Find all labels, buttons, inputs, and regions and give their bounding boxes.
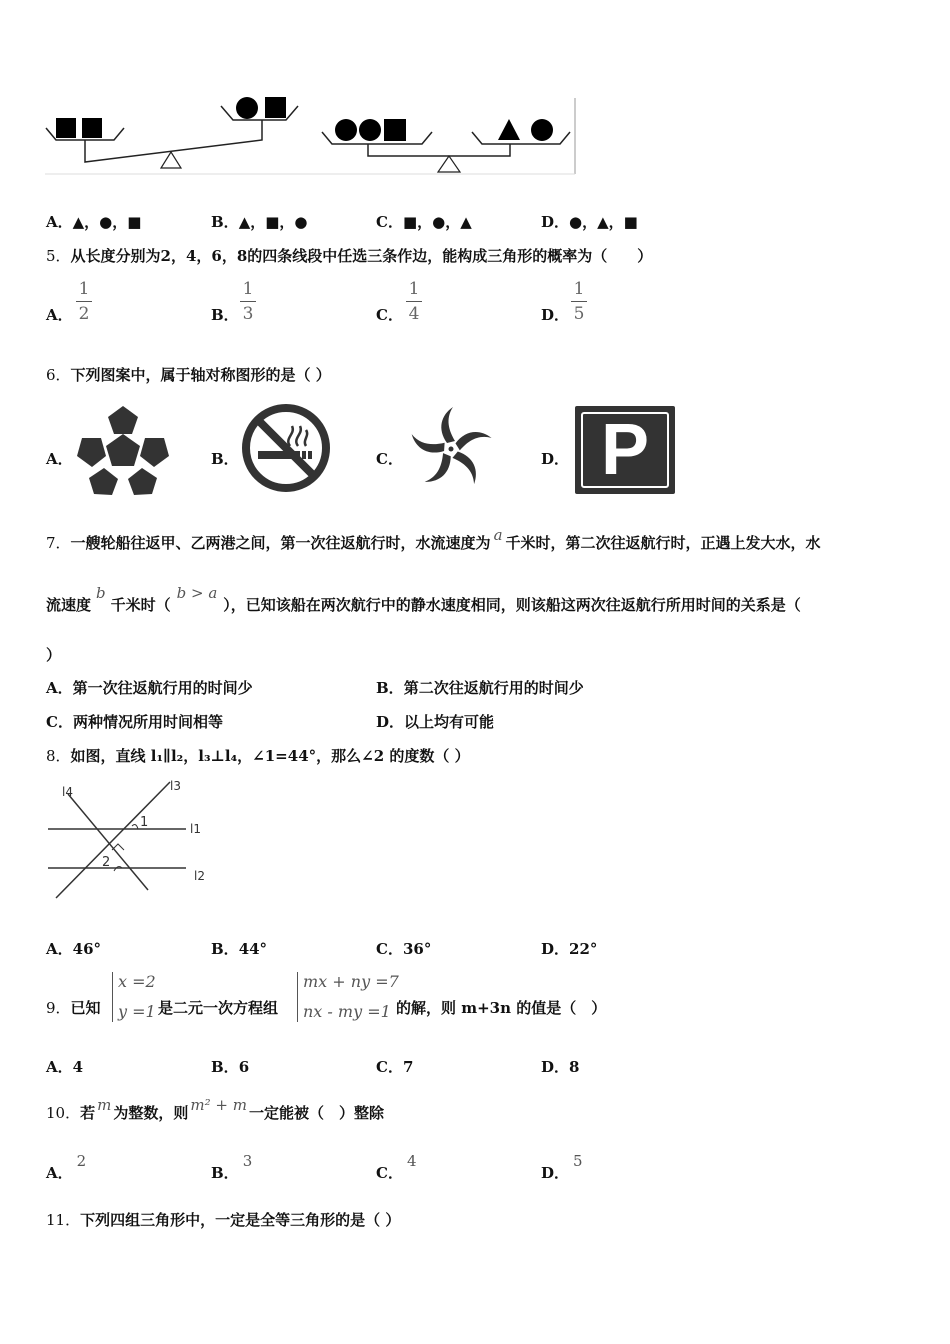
option-text: ▲，■，● [238, 213, 308, 231]
label-l3: l3 [170, 779, 181, 793]
option-a[interactable] [46, 448, 73, 469]
question-number: 7． [46, 534, 71, 552]
option-text: ●，▲，■ [569, 213, 638, 231]
question-text: 是二元一次方程组 [158, 999, 279, 1017]
option-b[interactable] [211, 1152, 253, 1183]
option-b[interactable] [211, 304, 239, 325]
question-text: 若 [80, 1104, 96, 1122]
option-letter: A． [46, 679, 73, 697]
option-letter: B． [211, 1164, 239, 1182]
question-text: ） [46, 646, 62, 664]
option-letter: B． [211, 450, 239, 468]
pinwheel-icon [406, 404, 496, 494]
solution-y: y =1 [118, 1002, 156, 1021]
question-8 [46, 745, 470, 766]
option-c[interactable] [376, 1056, 413, 1077]
option-a[interactable] [46, 1152, 87, 1183]
denominator: 2 [78, 304, 90, 324]
system-brace [297, 972, 298, 1022]
no-smoking-icon [240, 402, 332, 494]
system-brace [112, 972, 113, 1022]
option-c[interactable] [376, 1152, 417, 1183]
question-7-line-2 [46, 584, 801, 615]
question-text: 已知 [70, 999, 101, 1017]
option-text: 3 [242, 1152, 253, 1170]
option-text: 36° [402, 940, 432, 958]
circle-icon [236, 97, 258, 119]
question-text: 从长度分别为2，4，6，8的四条线段中任选三条作边，能构成三角形的概率为（ ） [70, 247, 653, 265]
equation-1: mx + ny =7 [303, 972, 399, 991]
variable-m: m [97, 1096, 112, 1114]
option-d[interactable] [541, 448, 569, 469]
question-5 [46, 245, 652, 266]
option-letter: C． [376, 450, 403, 468]
question-number: 11． [46, 1211, 81, 1229]
question-9-prefix [46, 997, 101, 1018]
question-number: 5． [46, 247, 71, 265]
denominator: 3 [242, 304, 254, 324]
option-c[interactable] [376, 448, 403, 469]
circle-icon [531, 119, 553, 141]
option-a[interactable] [46, 938, 101, 959]
option-text: 7 [402, 1058, 414, 1076]
option-letter: D． [541, 1058, 570, 1076]
option-text: 46° [72, 940, 102, 958]
label-l2: l2 [194, 869, 205, 883]
question-10 [46, 1096, 384, 1123]
expression: m² + m [190, 1096, 247, 1114]
option-letter: D． [541, 213, 570, 231]
variable-a: a [493, 526, 503, 544]
question-6 [46, 364, 331, 385]
option-c[interactable] [376, 938, 431, 959]
option-text: 22° [569, 940, 598, 958]
fraction [406, 280, 422, 323]
option-letter: A． [46, 1058, 73, 1076]
question-9-suffix [396, 997, 606, 1018]
option-d[interactable] [376, 711, 494, 732]
question-text: 千米时，第二次往返航行时，正遇上发大水，水 [505, 534, 821, 552]
scale-one [46, 97, 298, 168]
fraction [76, 280, 92, 323]
option-letter: C． [376, 1058, 403, 1076]
option-c[interactable] [376, 304, 403, 325]
option-b[interactable] [211, 938, 267, 959]
pentagon-flower-icon [74, 404, 172, 496]
option-text: 第一次往返航行用的时间少 [72, 679, 253, 697]
question-number: 8． [46, 747, 71, 765]
solution-x: x =2 [118, 972, 156, 991]
option-d[interactable] [541, 938, 597, 959]
scale-two [322, 119, 570, 172]
question-11 [46, 1209, 400, 1230]
option-letter: B． [211, 940, 239, 958]
label-l4: l4 [62, 785, 73, 799]
numerator: 1 [573, 279, 585, 299]
question-number: 6． [46, 366, 71, 384]
option-letter: D． [541, 450, 570, 468]
option-letter: C． [376, 1164, 403, 1182]
condition-expression: b > a [176, 584, 218, 602]
option-letter: D． [541, 306, 570, 324]
option-text: ▲，●，■ [72, 213, 142, 231]
parking-letter: P [600, 410, 650, 490]
question-text: 为整数，则 [113, 1104, 189, 1122]
option-text: 4 [406, 1152, 417, 1170]
denominator: 5 [573, 304, 585, 324]
option-a[interactable] [46, 1056, 83, 1077]
option-letter: C． [376, 306, 403, 324]
angle-2-label: 2 [102, 855, 111, 870]
option-b[interactable] [376, 677, 584, 698]
numerator: 1 [78, 279, 90, 299]
option-text: ■，●，▲ [402, 213, 472, 231]
fulcrum-triangle-icon [161, 152, 181, 168]
fraction [571, 280, 587, 323]
option-d[interactable] [541, 211, 638, 232]
square-icon [82, 118, 102, 138]
question-text: 下列图案中，属于轴对称图形的是（ ） [70, 366, 331, 384]
option-text: 第二次往返航行用的时间少 [403, 679, 584, 697]
parallel-lines-figure [44, 776, 214, 906]
option-letter: A． [46, 450, 73, 468]
line-l4 [68, 794, 148, 890]
fraction [240, 280, 256, 323]
option-letter: D． [376, 713, 405, 731]
option-letter: B． [211, 213, 239, 231]
equation-2: nx - my =1 [303, 1002, 391, 1021]
option-c[interactable] [376, 211, 472, 232]
question-text: 千米时（ [110, 596, 171, 614]
option-letter: C． [46, 713, 73, 731]
triangle-icon [498, 119, 520, 140]
numerator: 1 [408, 279, 420, 299]
option-a[interactable] [46, 677, 253, 698]
option-text: 5 [573, 1152, 583, 1170]
option-text: 以上均有可能 [404, 713, 495, 731]
question-text: 的解，则 m+3n 的值是（ ） [396, 999, 607, 1017]
option-letter: D． [541, 1164, 570, 1182]
denominator: 4 [408, 304, 420, 324]
option-d[interactable] [541, 1056, 579, 1077]
option-letter: B． [211, 306, 239, 324]
question-number: 10． [46, 1104, 81, 1122]
variable-b: b [96, 584, 106, 602]
question-text: 一定能被（ ）整除 [248, 1104, 384, 1122]
option-text: 2 [76, 1152, 87, 1170]
option-letter: A． [46, 306, 73, 324]
option-d[interactable] [541, 304, 569, 325]
question-9-middle [158, 997, 278, 1018]
option-text: 4 [72, 1058, 84, 1076]
option-d[interactable] [541, 1152, 583, 1183]
option-letter: B． [211, 1058, 239, 1076]
numerator: 1 [242, 279, 254, 299]
question-text: 流速度 [46, 596, 92, 614]
option-text: 两种情况所用时间相等 [72, 713, 223, 731]
option-b[interactable] [211, 1056, 249, 1077]
circle-icon [335, 119, 357, 141]
option-letter: B． [376, 679, 404, 697]
circle-icon [359, 119, 381, 141]
label-l1: l1 [190, 822, 201, 836]
fulcrum-triangle-icon [438, 156, 460, 172]
question-7-line-3 [46, 644, 61, 665]
option-letter: A． [46, 1164, 73, 1182]
square-icon [384, 119, 406, 141]
option-b[interactable] [211, 448, 239, 469]
angle-1-label: 1 [140, 815, 149, 830]
parking-sign-icon [575, 406, 675, 494]
question-number: 9． [46, 999, 71, 1017]
question-7-line-1 [46, 526, 821, 553]
option-a[interactable] [46, 304, 73, 325]
question-text: 如图，直线 l₁∥l₂，l₃⊥l₄，∠1=44°，那么∠2 的度数（ ） [70, 747, 470, 765]
question-text: 下列四组三角形中，一定是全等三角形的是（ ） [80, 1211, 401, 1229]
question-text: 一艘轮船往返甲、乙两港之间，第一次往返航行时，水流速度为 [70, 534, 491, 552]
option-c[interactable] [46, 711, 223, 732]
option-text: 44° [238, 940, 268, 958]
option-text: 8 [569, 1058, 580, 1076]
option-letter: A． [46, 940, 73, 958]
option-b[interactable] [211, 211, 307, 232]
option-letter: C． [376, 940, 403, 958]
option-a[interactable] [46, 211, 141, 232]
option-letter: A． [46, 213, 73, 231]
balance-scales-figure [40, 92, 580, 180]
square-icon [56, 118, 76, 138]
question-text: ），已知该船在两次航行中的静水速度相同，则该船这两次往返航行所用时间的关系是（ [223, 596, 801, 614]
square-icon [265, 97, 286, 118]
option-letter: C． [376, 213, 403, 231]
option-letter: D． [541, 940, 570, 958]
option-text: 6 [238, 1058, 250, 1076]
